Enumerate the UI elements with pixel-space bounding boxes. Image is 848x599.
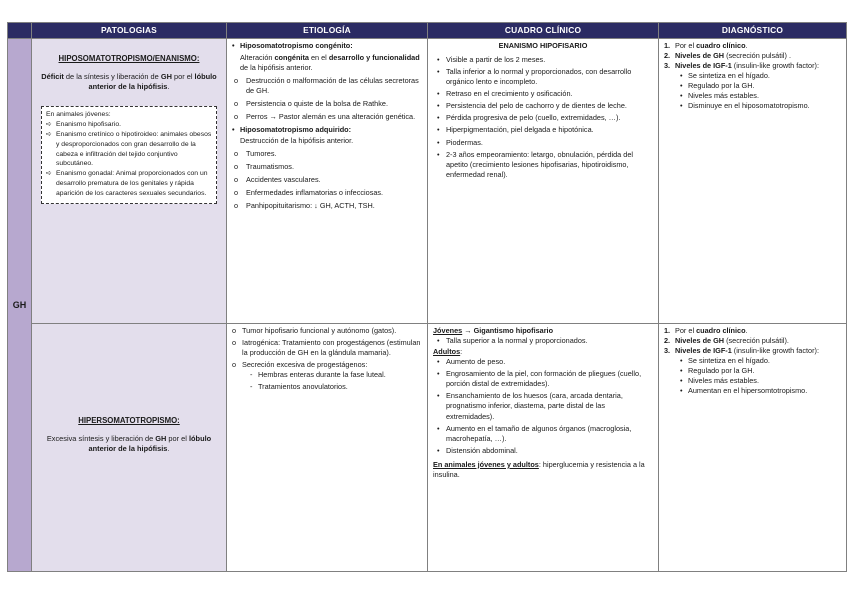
list-item: 3. Niveles de IGF-1 (insulin-like growth factor): • Se sintetiza en el hígado. • Regulado por la GH. • Niveles más estables. • Disminuye en el hiposomatotropismo. [664,61,841,111]
list-item: • Distensión abdominal. [437,445,518,455]
list-item: • Hiperpigmentación, piel delgada e hipotónica. [437,125,594,135]
arrow-icon: ➪ [46,121,52,129]
list-item: • Visible a partir de los 2 meses. [437,55,546,65]
list-item: • Ensanchamiento de los huesos (cara, arcada dentaria, prognatismo inferior, diastema, parte distal de las extremidades). [437,391,623,421]
cuadro-cell-hiper [428,324,659,572]
list-item: • 2-3 años empeoramiento: letargo, obnulación, pérdida del apetito (crecimiento lesiones hipofisarias, hipotiroidismo, enfermedad renal). [437,149,634,179]
list-item: o Panhipopituitarismo: ↓ GH, ACTH, TSH. [234,200,375,210]
adultos-heading: Adultos: [433,347,463,357]
list-item: • Aumento en el tamaño de algunos órganos (macroglosia, macrohepatía, …). [437,423,632,443]
list-item: o Accidentes vasculares. [234,174,321,184]
list-item: ➪ Enanismo cretínico o hipotiroideo: animales obesos y desproporcionados con gran desarrollo de la cabeza e infiltración del tejido conjuntivo subcutáneo. [46,130,212,168]
list-item: • Retraso en el crecimiento y osificación. [437,89,573,99]
list-item: o Tumor hipofisario funcional y autónomo (gatos). [232,326,397,335]
header-blank [8,23,32,39]
list-item: o Enfermedades inflamatorias o infecciosas. [234,187,384,197]
list-item: • Hiposomatotropismo congénito: Alteración congénita en el desarrollo y funcionalidad de la hipófisis anterior. [232,41,420,73]
etiologia-cell-hiper [227,324,428,572]
list-item: o Persistencia o quiste de la bolsa de Rathke. [234,99,388,109]
pathology-title-hipo: HIPOSOMATOTROPISMO/ENANISMO: [58,54,200,63]
list-item: • Persistencia del pelo de cachorro y de dientes de leche. [437,101,627,111]
row-hipersomatotropismo [8,324,847,572]
list-item: • Talla inferior a lo normal y proporcionados, con desarrollo orgánico lento e incompleto. [437,67,632,87]
list-item: 1. Por el cuadro clínico. [664,41,748,50]
etiologia-cell-hipo [227,39,428,324]
young-animals-box [41,106,217,204]
list-item: 2. Niveles de GH (secreción pulsátil) . [664,51,791,61]
list-item: 3. Niveles de IGF-1 (insulin-like growth factor): • Se sintetiza en el hígado. • Regulado por la GH. • Niveles más estables. • Aumentan en el hipersomtotropismo. [664,346,841,396]
diagnostico-cell-hipo [659,39,847,324]
jovenes-heading: Jóvenes → Gigantismo hipofisario [433,326,554,335]
list-item: - Tratamientos anovulatorios. [250,382,348,392]
list-item: • Niveles más estables. [680,376,759,386]
list-item: • Engrosamiento de la piel, con formación de pliegues (cuello, porción distal de extremidades). [437,369,642,389]
list-item: • Se sintetiza en el hígado. [680,356,770,366]
header-row [8,23,847,39]
list-item: • Hiposomatotropismo adquirido: Destrucción de la hipófisis anterior. [232,125,354,145]
list-item: 2. Niveles de GH (secreción pulsátil). [664,336,789,346]
pathology-title-hiper: HIPERSOMATOTROPISMO: [78,415,180,425]
list-item: o Secreción excesiva de progestágenos: - Hembras enteras durante la fase luteal. - Tratamientos anovulatorios. [232,360,422,392]
list-item: • Talla superior a la normal y proporcionados. [437,336,588,346]
young-animals-intro: En animales jóvenes: [46,111,111,119]
list-item: o Traumatismos. [234,161,294,171]
cuadro-title-hipo: ENANISMO HIPOFISARIO [498,41,588,50]
list-item: • Niveles más estables. [680,91,759,101]
header-diagnostico: DIAGNÓSTICO [659,23,847,39]
row-hiposomatotropismo [8,39,847,324]
header-etiologia: ETIOLOGÍA [227,23,428,39]
list-item: • Se sintetiza en el hígado. [680,71,770,81]
list-item: ➪ Enanismo hipofisario. [46,121,121,129]
list-item: - Hembras enteras durante la fase luteal. [250,370,386,380]
list-item: 1. Por el cuadro clínico. [664,326,748,335]
pathology-table [7,22,847,572]
ambos-heading: En animales jóvenes y adultos: hiperglucemia y resistencia a la insulina. [433,459,645,479]
list-item: • Aumento de peso. [437,357,506,367]
group-label-gh: GH [8,39,32,572]
header-patologias: PATOLOGIAS [32,23,227,39]
list-item: • Regulado por la GH. [680,81,755,91]
pathology-cell-hiper [32,324,227,572]
list-item: ➪ Enanismo gonadal: Animal proporcionados con un desarrollo prematura de los genitales y rápida aparición de los caracteres sexuales secundarios. [46,170,208,197]
list-item: • Pérdida progresiva de pelo (cuello, extremidades, …). [437,113,621,123]
arrow-icon: ➪ [46,130,52,138]
pathology-desc-hipo: Déficit de la síntesis y liberación de GH por el lóbulo anterior de la hipófisis. [41,71,217,91]
list-item: • Regulado por la GH. [680,366,755,376]
cuadro-cell-hipo [428,39,659,324]
list-item: o Destrucción o malformación de las células secretoras de GH. [234,76,419,96]
list-item: • Disminuye en el hiposomatotropismo. [680,101,810,111]
list-item: o Iatrogénica: Tratamiento con progestágenos (estimulan la producción de GH en la glándula mamaria). [232,338,421,358]
pathology-desc-hiper: Excesiva síntesis y liberación de GH por el lóbulo anterior de la hipófisis. [46,433,212,453]
diagnostico-cell-hiper [659,324,847,572]
list-item: o Perros → Pastor alemán es una alteración genética. [234,112,416,122]
list-item: • Aumentan en el hipersomtotropismo. [680,386,808,396]
pathology-cell-hipo [32,39,227,324]
arrow-icon: ➪ [46,170,52,178]
list-item: o Tumores. [234,148,277,158]
list-item: • Piodermas. [437,137,483,147]
header-cuadro-clinico: CUADRO CLÍNICO [428,23,659,39]
